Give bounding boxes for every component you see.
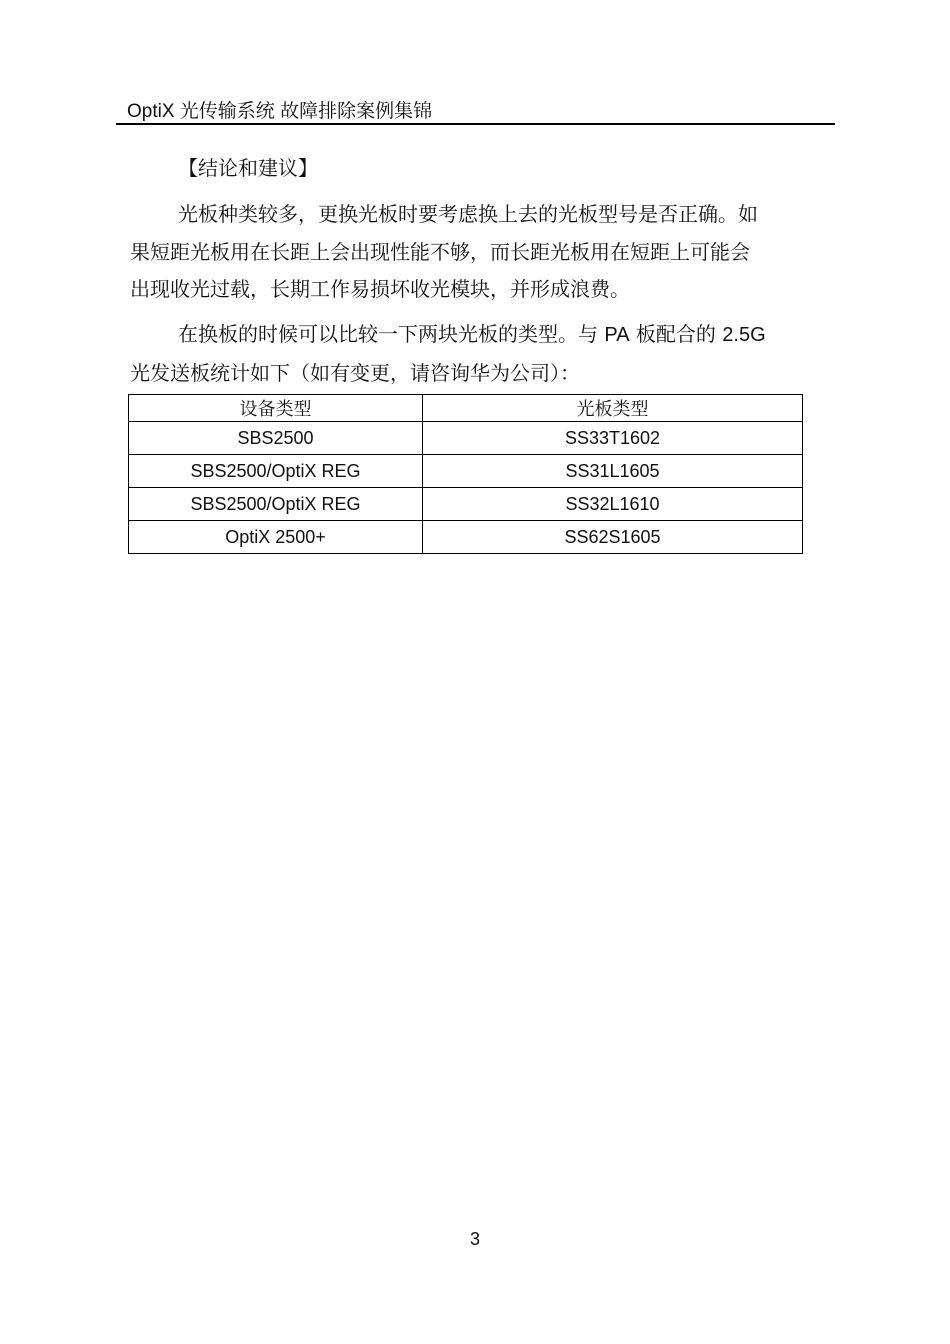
cell-device-type: SBS2500/OptiX REG bbox=[129, 488, 423, 521]
paragraph-line: 光发送板统计如下（如有变更，请咨询华为公司）： bbox=[130, 360, 580, 385]
text-run-latin: 2.5G bbox=[722, 324, 766, 346]
cell-board-type: SS31L1605 bbox=[423, 455, 803, 488]
text-run: 板配合的 bbox=[629, 322, 723, 346]
table-row bbox=[129, 488, 803, 521]
column-header-device-type: 设备类型 bbox=[129, 395, 423, 422]
paragraph-line: 果短距光板用在长距上会出现性能不够，而长距光板用在短距上可能会 bbox=[130, 239, 750, 264]
table-row bbox=[129, 455, 803, 488]
cell-device-type: OptiX 2500+ bbox=[129, 521, 423, 554]
paragraph-line bbox=[130, 316, 824, 355]
header-title: OptiX 光传输系统 故障排除案例集锦 bbox=[127, 101, 433, 122]
table-row bbox=[129, 521, 803, 554]
paragraph-line: 出现收光过载，长期工作易损坏收光模块，并形成浪费。 bbox=[130, 277, 630, 301]
cell-board-type: SS32L1610 bbox=[423, 488, 803, 521]
table-row bbox=[129, 422, 803, 455]
section-heading: 【结论和建议】 bbox=[178, 156, 318, 180]
table-header-row bbox=[129, 395, 803, 422]
cell-board-type: SS62S1605 bbox=[423, 521, 803, 554]
paragraph-recommendation bbox=[130, 196, 824, 309]
page-header bbox=[116, 101, 835, 125]
paragraph-line: 光板种类较多，更换光板时要考虑换上去的光板型号是否正确。如 bbox=[178, 202, 758, 226]
paragraph-table-intro bbox=[130, 316, 824, 392]
text-run-latin: PA bbox=[604, 324, 630, 346]
page-number: 3 bbox=[469, 1229, 480, 1249]
cell-device-type: SBS2500 bbox=[129, 422, 423, 455]
cell-board-type: SS33T1602 bbox=[423, 422, 803, 455]
text-run: 在换板的时候可以比较一下两块光板的类型。与 bbox=[178, 322, 605, 346]
cell-device-type: SBS2500/OptiX REG bbox=[129, 455, 423, 488]
column-header-board-type: 光板类型 bbox=[423, 395, 803, 422]
board-type-table bbox=[128, 394, 803, 554]
